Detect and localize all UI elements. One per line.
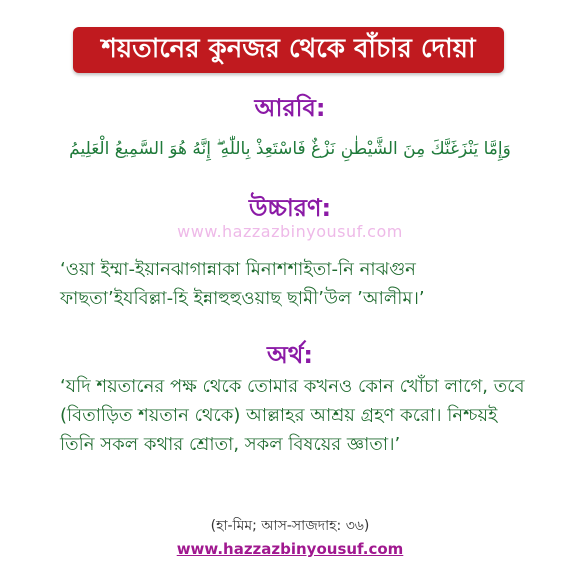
watermark: www.hazzazbinyousuf.com bbox=[177, 222, 403, 241]
arabic-heading: আরবি: bbox=[254, 94, 326, 122]
title-banner bbox=[73, 27, 504, 73]
arabic-verse: وَإِمَّا يَنْزَغَنَّكَ مِنَ الشَّيْطٰنِ نَزْغٌ فَاسْتَعِذْ بِاللّٰهِ ۖ إِنَّهُ هُوَ السَّمِيعُ الْعَلِيمُ bbox=[69, 139, 511, 159]
meaning-heading: অর্থ: bbox=[267, 341, 313, 369]
pronunciation-heading: উচ্চারণ: bbox=[248, 194, 332, 222]
reference-citation: (হা-মিম; আস-সাজদাহ: ৩৬) bbox=[210, 518, 370, 534]
meaning-text: ‘যদি শয়তানের পক্ষ থেকে তোমার কখনও কোন খোঁচা লাগে, তবে (বিতাড়িত শয়তান থেকে) আল্লাহর আশ্রয় গ্রহণ করো। নিশ্চয়ই তিনি সকল কথার শ্রোতা, সকল বিষয়ের জ্ঞাতা।’ bbox=[60, 376, 525, 455]
page-title: শয়তানের কুনজর থেকে বাঁচার দোয়া bbox=[101, 34, 476, 64]
pronunciation-text: ‘ওয়া ইম্মা-ইয়ানঝাগান্নাকা মিনাশশাইতা-নি নাঝগুন ফাছতা’ইযবিল্লা-হি ইন্নাহুহুওয়াছ ছামী’উল ’আলীম।’ bbox=[60, 259, 425, 309]
website-link[interactable]: www.hazzazbinyousuf.com bbox=[176, 540, 404, 558]
